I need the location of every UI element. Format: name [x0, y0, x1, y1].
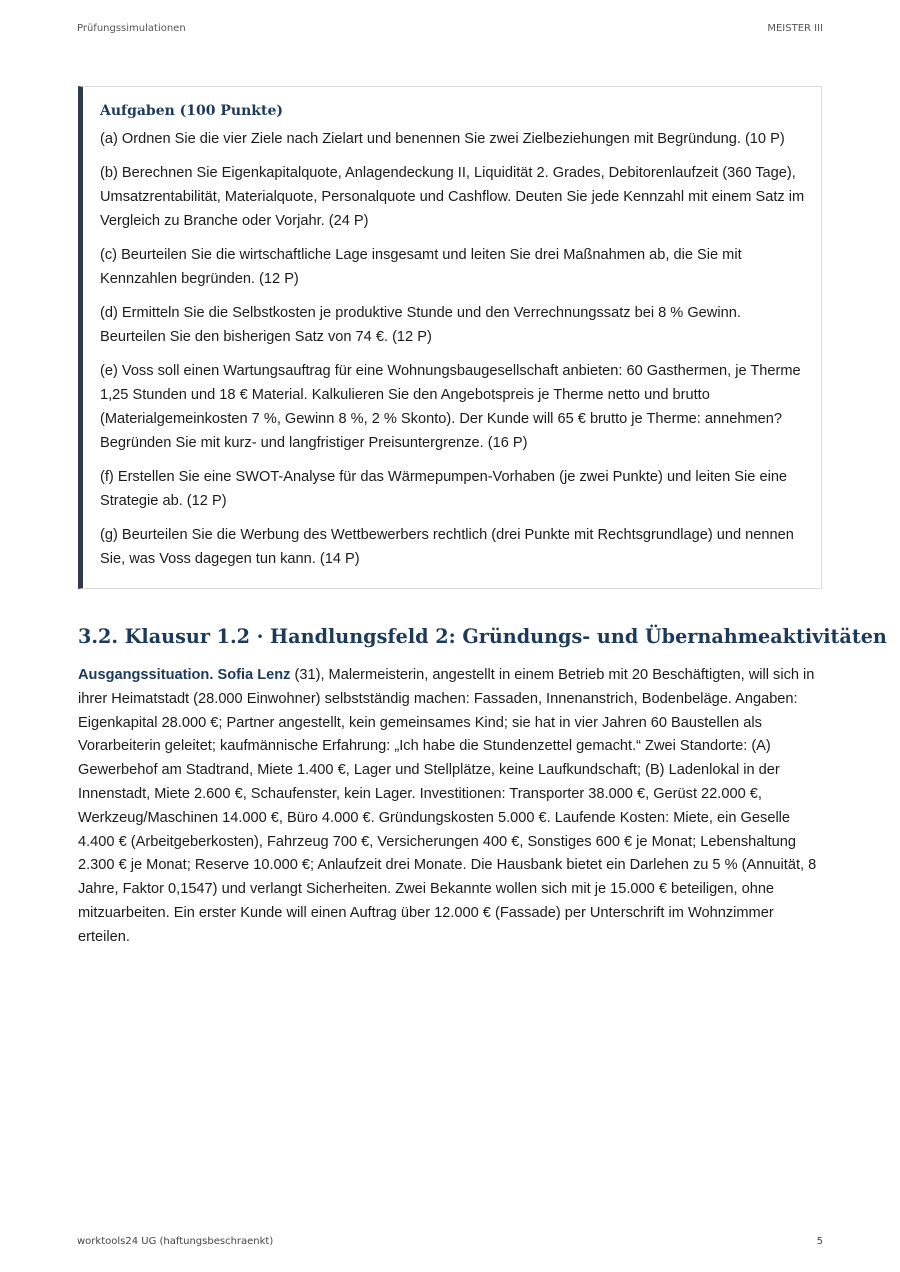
header-course-label: MEISTER III [767, 23, 823, 34]
task-item-a: (a) Ordnen Sie die vier Ziele nach Zielart und benennen Sie zwei Zielbeziehungen mit Begründung. (10 P) [100, 131, 785, 147]
task-item-e: (e) Voss soll einen Wartungsauftrag für eine Wohnungsbaugesellschaft anbieten: 60 Gasthermen, je Therme 1,25 Stunden und 18 € Material. Kalkulieren Sie den Angebotspreis je Therme netto und brutto (Materialgemeinkosten 7 %, Gewinn 8 %, 2 % Skonto). Der Kunde will 65 € brutto je Therme: annehmen? Begründen Sie mit kurz- und langfristiger Preisuntergrenze. (16 P) [100, 363, 801, 451]
running-footer [77, 1236, 823, 1250]
task-item-g: (g) Beurteilen Sie die Werbung des Wettbewerbers rechtlich (drei Punkte mit Rechtsgrundlage) und nennen Sie, was Voss dagegen tun kann. (14 P) [100, 527, 794, 567]
page-number: 5 [816, 1236, 823, 1247]
tasks-box [78, 86, 822, 589]
task-item-d: (d) Ermitteln Sie die Selbstkosten je produktive Stunde und den Verrechnungssatz bei 8 % Gewinn. Beurteilen Sie den bisherigen Satz von 74 €. (12 P) [100, 305, 741, 345]
situation-text: (31), Malermeisterin, angestellt in einem Betrieb mit 20 Beschäftigten, will sich in ihrer Heimatstadt (28.000 Einwohner) selbstständig machen: Fassaden, Innenanstrich, Bodenbeläge. Angaben: Eigenkapital 28.000 €; Partner angestellt, kein gemeinsames Kind; sie hat in vier Jahren 60 Baustellen als Vorarbeiterin geleitet; kaufmännische Erfahrung: „Ich habe die Stundenzettel gemacht.“ Zwei Standorte: (A) Gewerbehof am Stadtrand, Miete 1.400 €, Lager und Stellplätze, keine Laufkundschaft; (B) Ladenlokal in der Innenstadt, Miete 2.600 €, Schaufenster, kein Lager. Investitionen: Transporter 38.000 €, Gerüst 22.000 €, Werkzeug/Maschinen 14.000 €, Büro 4.000 €. Gründungskosten 5.000 €. Laufende Kosten: Miete, ein Geselle 4.400 € (Arbeitgeberkosten), Fahrzeug 700 €, Versicherungen 400 €, Sonstiges 600 € je Monat; Lebenshaltung 2.300 € je Monat; Reserve 10.000 €; Anlaufzeit drei Monate. Die Hausbank bietet ein Darlehen zu 5 % (Annuität, 8 Jahre, Faktor 0,1547) und verlangt Sicherheiten. Zwei Bekannte wollen sich mit je 15.000 € beteiligen, ohne mitzuarbeiten. Ein erster Kunde will einen Auftrag über 12.000 € (Fassade) per Unterschrift im Wohnzimmer erteilen. [78, 667, 817, 945]
task-item-c: (c) Beurteilen Sie die wirtschaftliche Lage insgesamt und leiten Sie drei Maßnahmen ab, die Sie mit Kennzahlen begründen. (12 P) [100, 247, 742, 287]
task-item-b: (b) Berechnen Sie Eigenkapitalquote, Anlagendeckung II, Liquidität 2. Grades, Debitorenlaufzeit (360 Tage), Umsatzrentabilität, Materialquote, Personalquote und Cashflow. Deuten Sie jede Kennzahl mit einem Satz im Vergleich zu Branche oder Vorjahr. (24 P) [100, 165, 805, 229]
situation-lead: Ausgangssituation. Sofia Lenz [78, 667, 291, 683]
running-header [77, 23, 823, 37]
task-item-f: (f) Erstellen Sie eine SWOT-Analyse für das Wärmepumpen-Vorhaben (je zwei Punkte) und leiten Sie eine Strategie ab. (12 P) [100, 469, 788, 509]
header-document-title: Prüfungssimulationen [77, 23, 186, 34]
section-heading: 3.2. Klausur 1.2 · Handlungsfeld 2: Gründungs- und Übernahmeaktivitäten [78, 625, 887, 648]
situation-paragraph [78, 664, 824, 950]
footer-company: worktools24 UG (haftungsbeschraenkt) [77, 1236, 274, 1247]
tasks-title: Aufgaben (100 Punkte) [100, 103, 283, 119]
